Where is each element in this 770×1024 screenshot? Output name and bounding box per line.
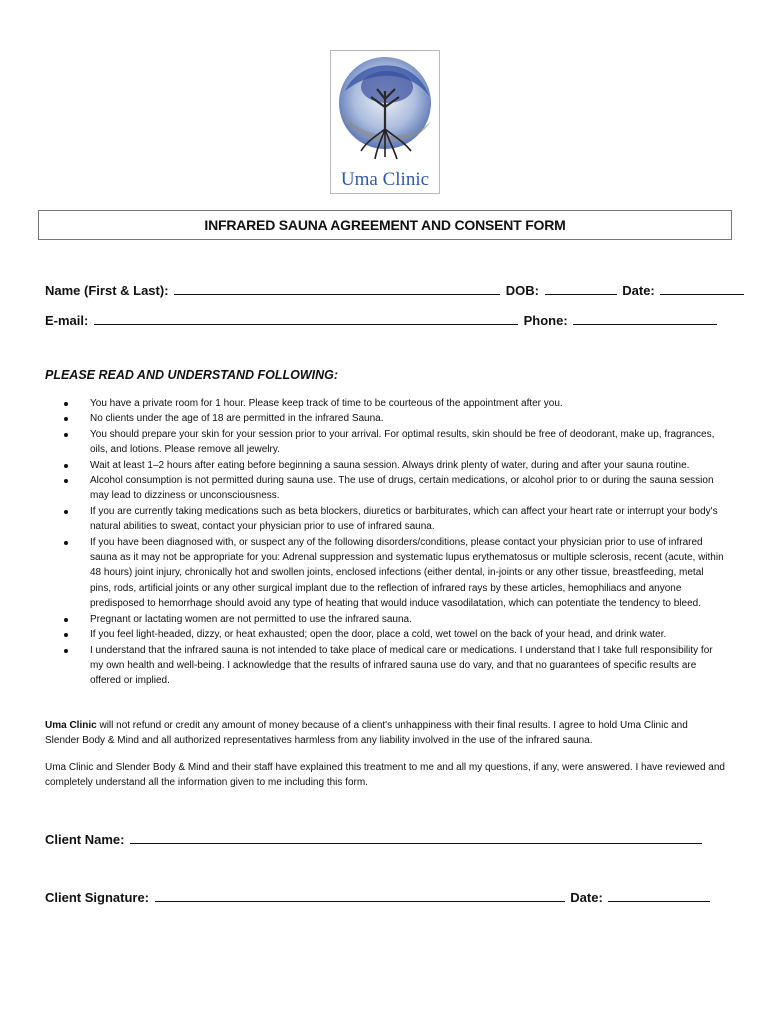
list-item: If you are currently taking medications such as beta blockers, diuretics or barbiturates, which can affect your heart rate or interrupt your body's natural abilities to sweat, contact your physician prior to use of infrared sauna. [45,504,725,535]
form-title: INFRARED SAUNA AGREEMENT AND CONSENT FORM [204,217,566,233]
form-title-box [38,210,732,240]
list-item: You have a private room for 1 hour. Please keep track of time to be courteous of the appointment after you. [45,396,725,411]
logo-brand-text: Uma Clinic [340,169,430,190]
list-item: If you have been diagnosed with, or suspect any of the following disorders/conditions, please contact your physician prior to use of infrared sauna as it may not be appropriate for you: Adrenal suppression and systematic lupus erythematosus or multiple sclerosis, recent (acute, within 48 hours) joint injury, chronically hot and swollen joints, enclosed infections (either dental, in-joints or any other tissue, breastfeeding, metal pins, rods, artificial joints or any other surgical implant due to the reflection of infrared rays by these articles, hemophiliacs and anyone predisposed to hemorrhage should avoid any type of heating that would induce vasodilatation, which can potentiate the tendency to bleed. [45,535,725,612]
signature-date-label: Date: [570,890,603,905]
bullet-icon [64,510,68,514]
bullet-icon [64,633,68,637]
dob-label: DOB: [505,283,539,298]
email-field[interactable] [94,312,518,325]
bullet-icon [64,479,68,483]
email-label: E-mail: [45,313,89,328]
client-name-label: Client Name: [45,832,125,847]
refund-lead: Uma Clinic [45,720,97,731]
bullet-icon [64,433,68,437]
date-field[interactable] [660,282,744,295]
bullet-icon [64,464,68,468]
rules-list [45,396,725,689]
name-field[interactable] [174,282,500,295]
phone-label: Phone: [523,313,568,328]
client-name-row [45,831,704,847]
explained-paragraph: Uma Clinic and Slender Body & Mind and their staff have explained this treatment to me and all my questions, if any, were answered. I have reviewed and completely understand all the information given to me including this form. [45,762,725,789]
refund-text: will not refund or credit any amount of money because of a client's unhappiness with their final results. I agree to hold Uma Clinic and Slender Body & Mind and all authorized representatives harmless from any liability involved in the use of the infrared sauna. [45,720,688,747]
email-phone-row [45,312,719,328]
list-item: Wait at least 1–2 hours after eating before beginning a sauna session. Always drink plenty of water, during and after your sauna routine. [45,458,725,473]
date-label: Date: [622,283,655,298]
signature-date-field[interactable] [608,889,710,902]
bullet-icon [64,402,68,406]
list-item: If you feel light-headed, dizzy, or heat exhausted; open the door, place a cold, wet towel on the back of your head, and drink water. [45,627,725,642]
name-label: Name (First & Last): [45,283,169,298]
client-signature-label: Client Signature: [45,890,150,905]
client-name-field[interactable] [130,831,702,844]
bullet-icon [64,541,68,545]
dob-field[interactable] [545,282,617,295]
uma-clinic-logo [330,50,440,194]
list-item: Alcohol consumption is not permitted during sauna use. The use of drugs, certain medications, or alcohol prior to or during the sauna session may lead to dizziness or unconsciousness. [45,473,725,504]
section-heading: PLEASE READ AND UNDERSTAND FOLLOWING: [45,368,339,382]
name-dob-date-row [45,282,746,298]
phone-field[interactable] [573,312,717,325]
list-item: I understand that the infrared sauna is not intended to take place of medical care or medications. I understand that I take full responsibility for my own health and well-being. I acknowledge that the results of infrared sauna use do vary, and that no guarantees of specific results are offered or implied. [45,643,725,689]
bullet-icon [64,417,68,421]
list-item: No clients under the age of 18 are permitted in the infrared Sauna. [45,411,725,426]
tree-of-life-icon [331,51,439,171]
refund-paragraph [45,718,725,749]
client-signature-field[interactable] [155,889,565,902]
bullet-icon [64,649,68,653]
list-item: Pregnant or lactating women are not permitted to use the infrared sauna. [45,612,725,627]
client-signature-row [45,889,712,905]
list-item: You should prepare your skin for your session prior to your arrival. For optimal results, skin should be free of deodorant, make up, fragrances, oils, and lotions. Please remove all jewelry. [45,427,725,458]
bullet-icon [64,618,68,622]
